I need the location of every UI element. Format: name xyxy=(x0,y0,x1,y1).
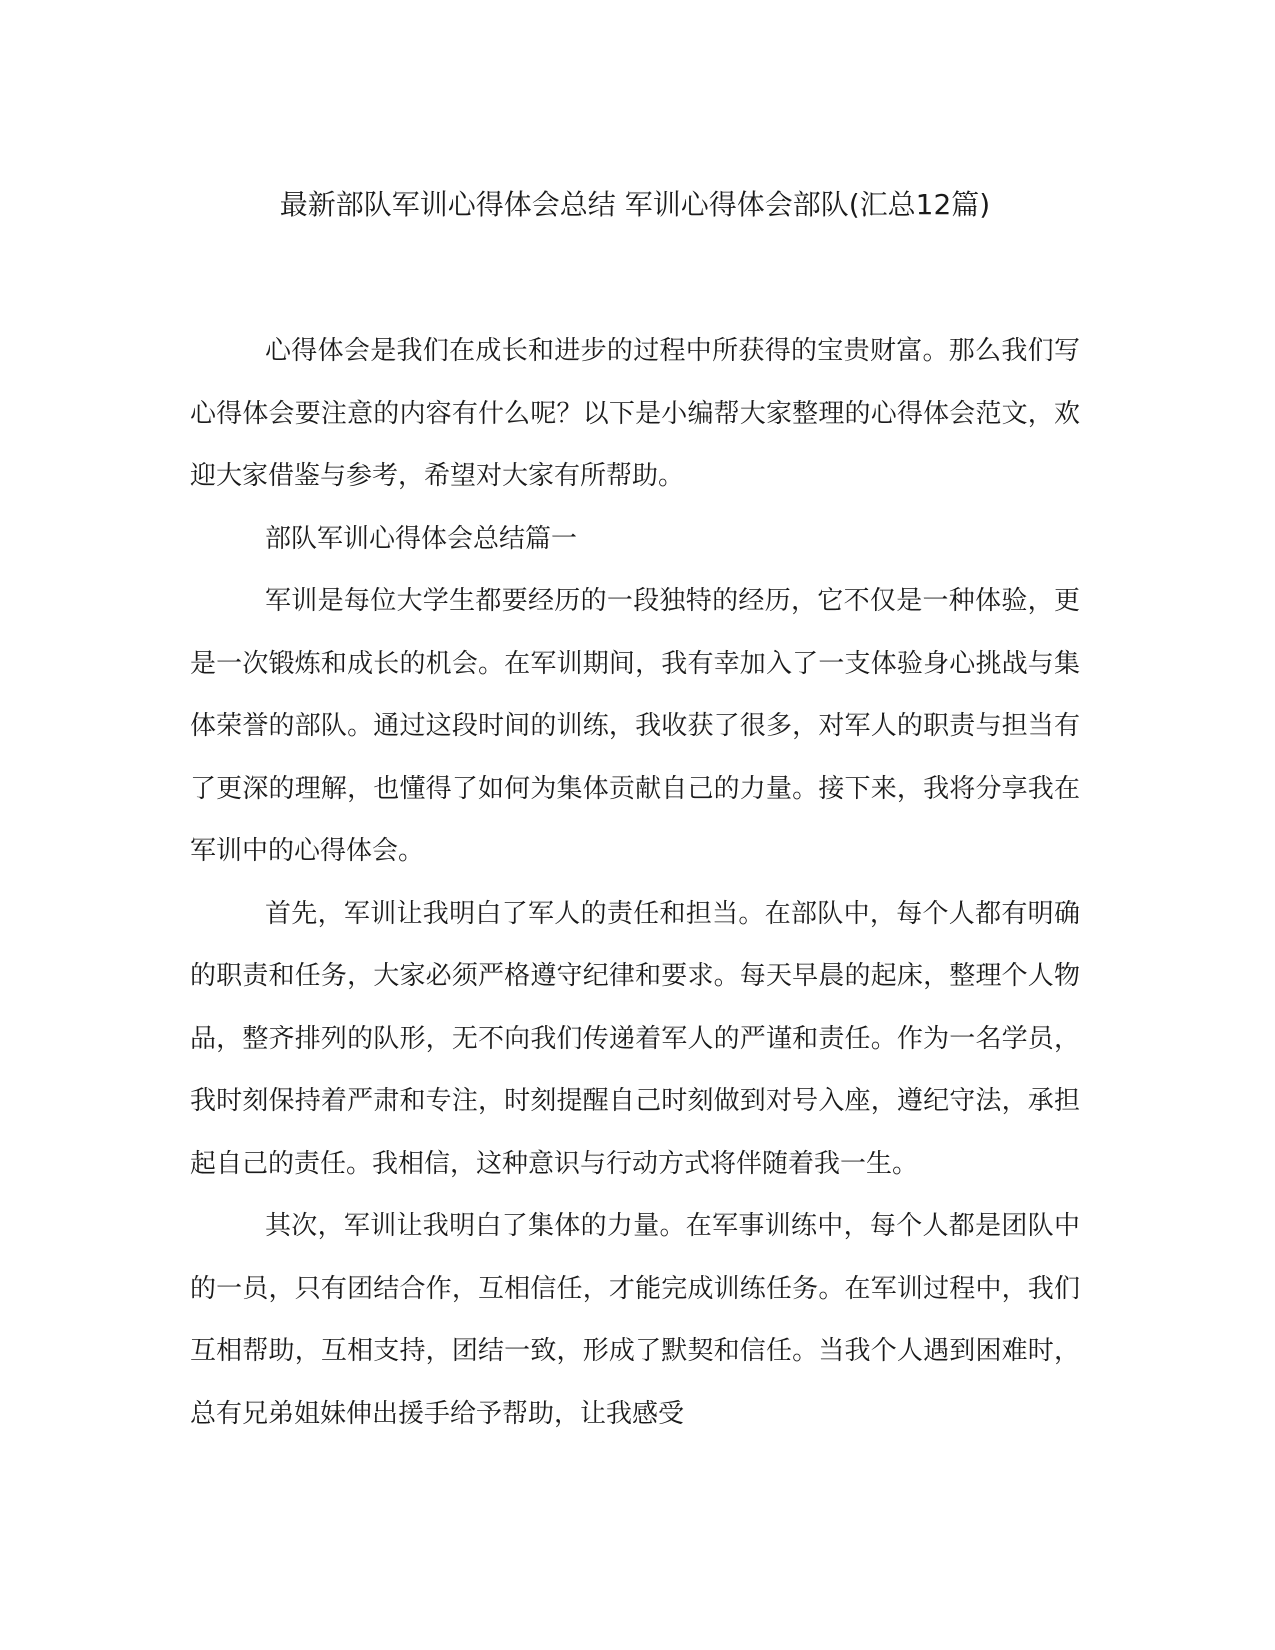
body-paragraph: 其次，军训让我明白了集体的力量。在军事训练中，每个人都是团队中的一员，只有团结合作，互相信任，才能完成训练任务。在军训过程中，我们互相帮助，互相支持，团结一致，形成了默契和信任。当我个人遇到困难时，总有兄弟姐妹伸出援手给予帮助，让我感受 xyxy=(190,1211,1080,1429)
intro-paragraph: 心得体会是我们在成长和进步的过程中所获得的宝贵财富。那么我们写心得体会要注意的内容有什么呢？以下是小编帮大家整理的心得体会范文，欢迎大家借鉴与参考，希望对大家有所帮助。 xyxy=(190,336,1080,491)
section-heading: 部队军训心得体会总结篇一 xyxy=(265,523,578,554)
document-title: 最新部队军训心得体会总结 军训心得体会部队(汇总12篇) xyxy=(279,188,991,221)
body-paragraph: 军训是每位大学生都要经历的一段独特的经历，它不仅是一种体验，更是一次锻炼和成长的机会。在军训期间，我有幸加入了一支体验身心挑战与集体荣誉的部队。通过这段时间的训练，我收获了很多，对军人的职责与担当有了更深的理解，也懂得了如何为集体贡献自己的力量。接下来，我将分享我在军训中的心得体会。 xyxy=(190,586,1080,866)
body-paragraph: 首先，军训让我明白了军人的责任和担当。在部队中，每个人都有明确的职责和任务，大家必须严格遵守纪律和要求。每天早晨的起床，整理个人物品，整齐排列的队形，无不向我们传递着军人的严谨和责任。作为一名学员，我时刻保持着严肃和专注，时刻提醒自己时刻做到对号入座，遵纪守法，承担起自己的责任。我相信，这种意识与行动方式将伴随着我一生。 xyxy=(190,898,1080,1179)
document-body xyxy=(190,320,1080,1445)
